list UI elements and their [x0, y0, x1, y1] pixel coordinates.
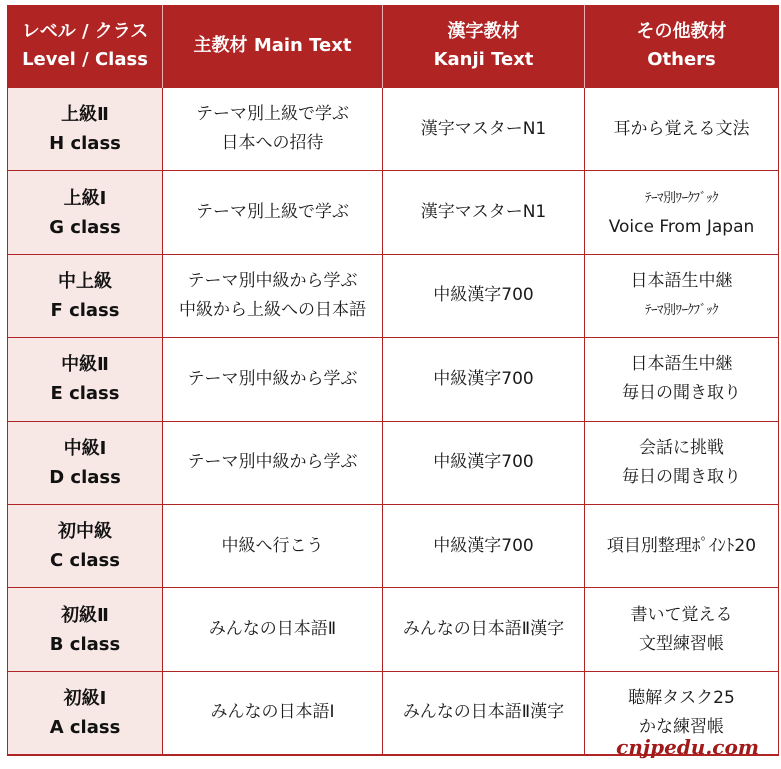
level-cell-line: D class [49, 466, 121, 488]
table-row [8, 504, 779, 587]
main-text-cell-line: テーマ別中級から学ぶ [187, 452, 358, 473]
level-cell [8, 338, 163, 421]
others-cell-line: 項目別整理ﾎﾟｲﾝﾄ20 [606, 535, 757, 556]
header-main-text [163, 5, 383, 88]
main-text-cell-line: テーマ別上級で学ぶ [196, 104, 349, 125]
header-row [8, 5, 779, 88]
main-text-cell [163, 338, 383, 421]
kanji-text-cell-line: みんなの日本語Ⅱ漢字 [402, 702, 565, 723]
kanji-text-cell [383, 421, 585, 504]
others-cell-line: 文型練習帳 [639, 633, 724, 654]
others-cell-line: ﾃｰﾏ別ﾜｰｸﾌﾞｯｸ [644, 190, 718, 206]
table-row [8, 588, 779, 671]
table-row [8, 338, 779, 421]
level-cell [8, 254, 163, 337]
main-text-cell-line: テーマ別上級で学ぶ [196, 202, 349, 223]
others-cell [585, 504, 779, 587]
level-cell-line: C class [50, 550, 120, 572]
main-text-cell [163, 504, 383, 587]
main-text-cell-line: 中級から上級への日本語 [179, 299, 366, 320]
kanji-text-cell [383, 671, 585, 755]
kanji-text-cell-line: 中級漢字700 [433, 285, 534, 306]
level-cell [8, 504, 163, 587]
kanji-text-cell-line: 漢字マスターN1 [420, 202, 547, 223]
main-text-cell [163, 421, 383, 504]
level-cell-line: 初級Ⅱ [61, 604, 109, 626]
others-cell [585, 171, 779, 254]
others-cell-line: 毎日の聞き取り [622, 383, 741, 404]
main-text-cell [163, 588, 383, 671]
level-cell [8, 671, 163, 755]
kanji-text-cell-line: 中級漢字700 [433, 452, 534, 473]
main-text-cell-line: 中級へ行こう [221, 535, 324, 556]
others-cell-line: ﾃｰﾏ別ﾜｰｸﾌﾞｯｸ [644, 302, 718, 318]
header-kanji-text [383, 5, 585, 88]
kanji-text-cell [383, 254, 585, 337]
header-level [8, 5, 163, 88]
level-cell [8, 171, 163, 254]
kanji-text-cell [383, 88, 585, 171]
table-header [8, 5, 779, 88]
site-watermark: cnjpedu.com [616, 735, 759, 759]
main-text-cell-line: みんなの日本語Ⅱ [208, 619, 337, 640]
main-text-cell-line: みんなの日本語Ⅰ [210, 702, 335, 723]
curriculum-table [7, 5, 779, 756]
header-kanji-ja: 漢字教材 [447, 21, 520, 42]
kanji-text-cell [383, 588, 585, 671]
kanji-text-cell-line: 中級漢字700 [433, 368, 534, 389]
level-cell-line: B class [49, 633, 121, 655]
kanji-text-cell-line: みんなの日本語Ⅱ漢字 [402, 619, 565, 640]
level-cell-line: A class [49, 716, 121, 738]
header-level-ja: レベル / クラス [21, 21, 149, 42]
table-body [8, 88, 779, 756]
others-cell-line: 書いて覚える [630, 604, 733, 625]
others-cell [585, 88, 779, 171]
others-cell-line: 毎日の聞き取り [622, 466, 741, 487]
header-others [585, 5, 779, 88]
level-cell [8, 421, 163, 504]
header-kanji-en: Kanji Text [433, 49, 534, 70]
main-text-cell [163, 254, 383, 337]
others-cell-line: 日本語生中継 [630, 270, 733, 291]
others-cell [585, 588, 779, 671]
header-main-label: 主教材 Main Text [193, 35, 352, 56]
level-cell-line: 上級Ⅱ [61, 104, 109, 126]
others-cell-line: 会話に挑戦 [639, 437, 724, 458]
main-text-cell [163, 671, 383, 755]
level-cell [8, 588, 163, 671]
main-text-cell-line: 日本への招待 [221, 133, 324, 154]
table-row [8, 254, 779, 337]
level-cell-line: 初級Ⅰ [63, 687, 107, 709]
level-cell-line: 中上級 [58, 270, 112, 292]
kanji-text-cell-line: 中級漢字700 [433, 535, 534, 556]
table-row [8, 88, 779, 171]
header-others-ja: その他教材 [636, 21, 727, 42]
header-others-en: Others [647, 49, 716, 70]
level-cell-line: H class [49, 133, 121, 155]
main-text-cell-line: テーマ別中級から学ぶ [187, 368, 358, 389]
header-level-en: Level / Class [22, 49, 148, 70]
level-cell-line: F class [50, 299, 120, 321]
others-cell-line: かな練習帳 [639, 716, 724, 737]
others-cell-line: 日本語生中継 [630, 354, 733, 375]
main-text-cell-line: テーマ別中級から学ぶ [187, 270, 358, 291]
main-text-cell [163, 171, 383, 254]
kanji-text-cell [383, 171, 585, 254]
level-cell-line: 初中級 [58, 521, 112, 543]
others-cell-line: 聴解タスク25 [628, 687, 735, 708]
level-cell-line: G class [49, 216, 121, 238]
main-text-cell [163, 88, 383, 171]
kanji-text-cell [383, 504, 585, 587]
others-cell-line: Voice From Japan [608, 216, 755, 237]
others-cell [585, 421, 779, 504]
level-cell-line: E class [50, 383, 120, 405]
table-row [8, 171, 779, 254]
others-cell [585, 254, 779, 337]
level-cell-line: 中級Ⅰ [63, 437, 107, 459]
level-cell-line: 上級Ⅰ [63, 187, 107, 209]
others-cell [585, 338, 779, 421]
level-cell [8, 88, 163, 171]
kanji-text-cell [383, 338, 585, 421]
kanji-text-cell-line: 漢字マスターN1 [420, 118, 547, 139]
others-cell-line: 耳から覚える文法 [613, 118, 750, 139]
table-row [8, 421, 779, 504]
level-cell-line: 中級Ⅱ [61, 354, 109, 376]
